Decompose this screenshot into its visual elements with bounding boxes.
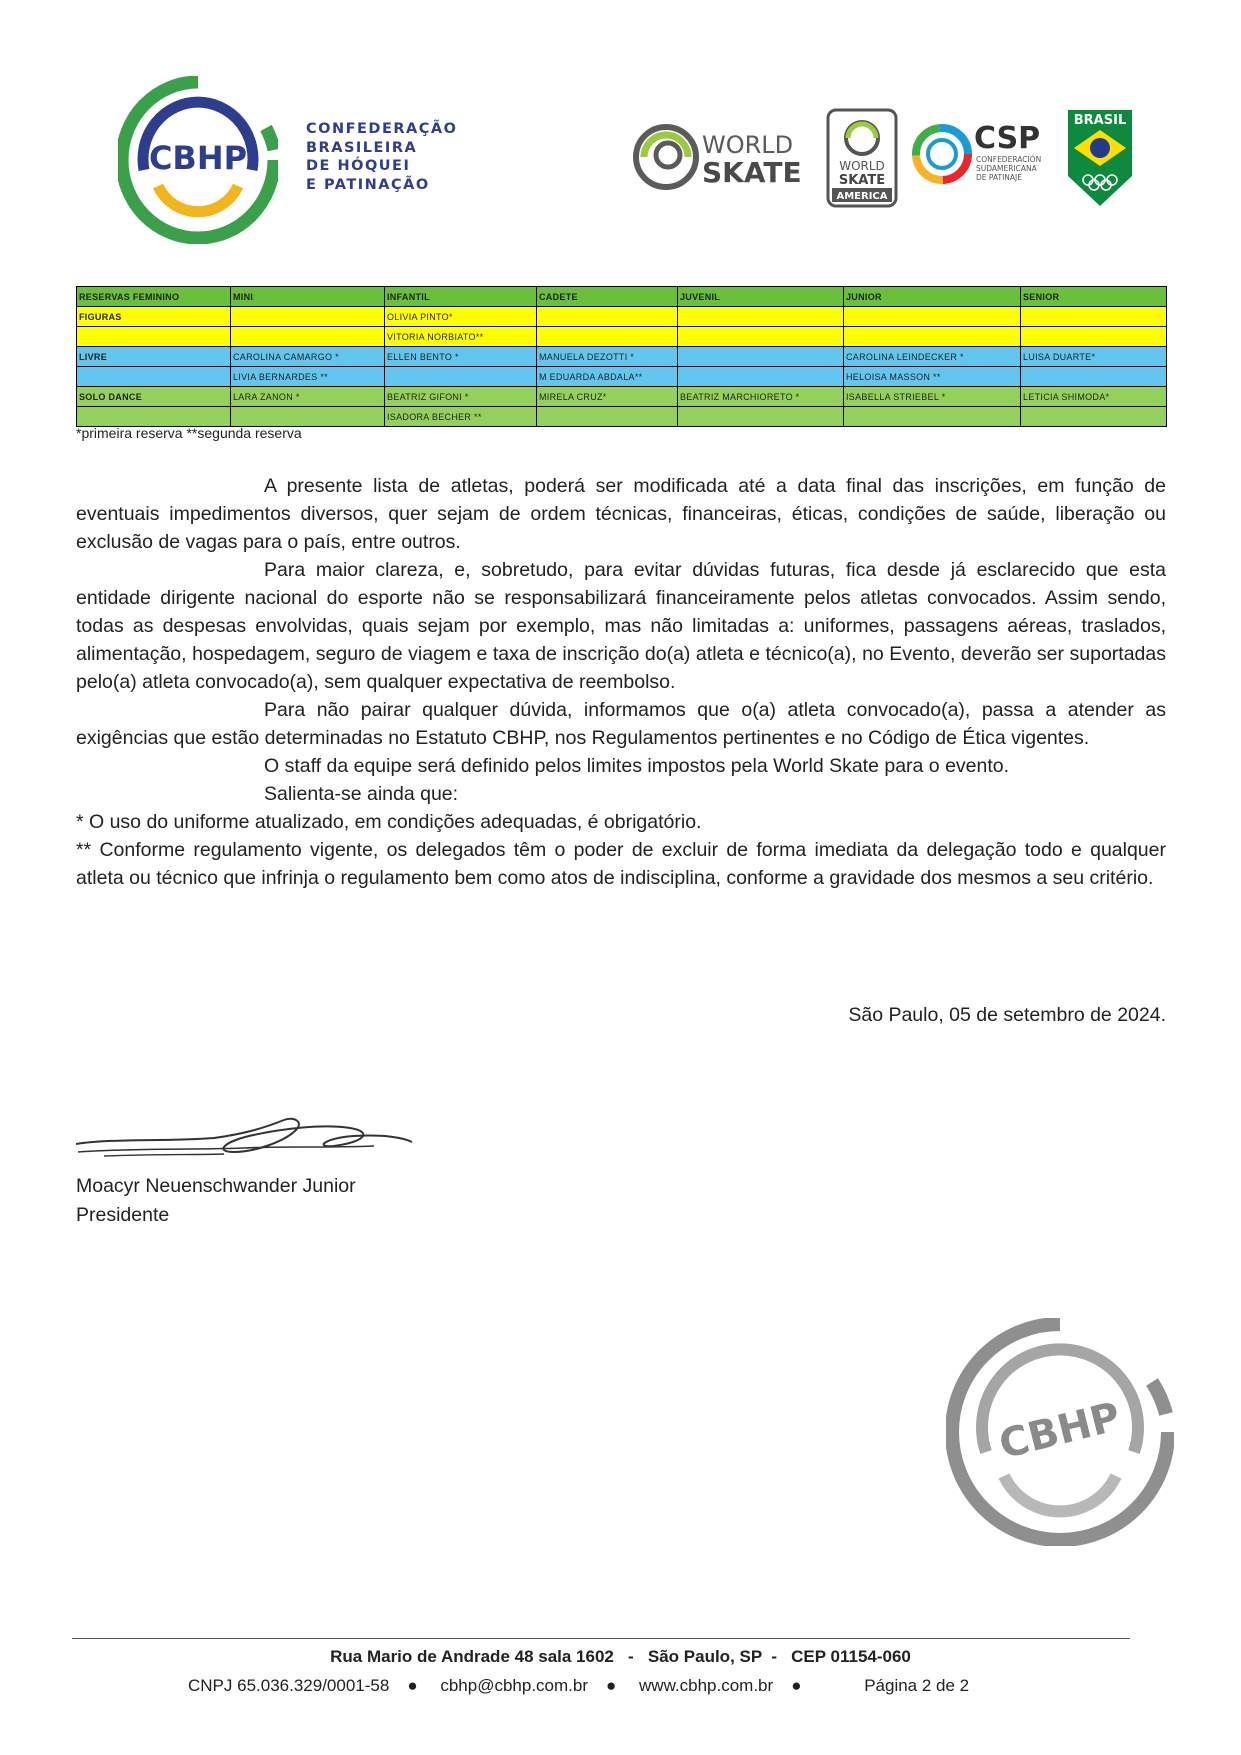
csp-sub: SUDAMERICANA (976, 164, 1037, 173)
table-cell (77, 367, 231, 387)
brasil-olympic-logo (1066, 108, 1134, 208)
table-cell: LETICIA SHIMODA* (1021, 387, 1167, 407)
table-row (77, 347, 1167, 367)
cbhp-logo-text: CBHP (148, 139, 248, 177)
signer-title: Presidente (76, 1204, 170, 1226)
footer-website[interactable]: www.cbhp.com.br (639, 1676, 774, 1695)
signer-name: Moacyr Neuenschwander Junior (76, 1175, 356, 1197)
table-row (77, 367, 1167, 387)
signer-block (76, 1172, 356, 1230)
table-cell: BEATRIZ GIFONI * (385, 387, 537, 407)
table-header-cell: MINI (231, 287, 385, 307)
table-cell (231, 327, 385, 347)
table-cell: OLIVIA PINTO* (385, 307, 537, 327)
paragraph: Salienta-se ainda que: (264, 783, 459, 805)
table-cell: ELLEN BENTO * (385, 347, 537, 367)
table-cell: LIVRE (77, 347, 231, 367)
seal-text: CBHP (994, 1393, 1125, 1469)
reservas-table (76, 286, 1167, 427)
wsa-text: AMERICA (836, 191, 888, 202)
org-name-line: CONFEDERAÇÃO (306, 121, 458, 137)
table-header-cell: SENIOR (1021, 287, 1167, 307)
table-cell (1021, 407, 1167, 427)
table-header-cell: INFANTIL (385, 287, 537, 307)
table-cell: ISABELLA STRIEBEL * (844, 387, 1021, 407)
table-cell (537, 307, 678, 327)
table-cell (678, 307, 844, 327)
table-header-cell: CADETE (537, 287, 678, 307)
table-cell: VITORIA NORBIATO** (385, 327, 537, 347)
table-cell (537, 327, 678, 347)
table-cell: CAROLINA LEINDECKER * (844, 347, 1021, 367)
table-cell: BEATRIZ MARCHIORETO * (678, 387, 844, 407)
cbhp-logo (118, 76, 278, 244)
letter-date: São Paulo, 05 de setembro de 2024. (848, 1004, 1166, 1026)
paragraph: ** Conforme regulamento vigente, os delegados têm o poder de excluir de forma imediata da delegação todo e qualquer atleta ou técnico que infrinja o regulamento bem como atos de indisciplina, conforme a gravidade dos mesmos a seu critério. (76, 839, 1166, 889)
wsa-text: WORLD (839, 159, 885, 173)
table-row (77, 307, 1167, 327)
table-cell (844, 327, 1021, 347)
paragraph: A presente lista de atletas, poderá ser modificada até a data final das inscrições, em função de eventuais impedimentos diversos, quer sejam de ordem técnicas, financeiras, éticas, condições de saúde, liberação ou exclusão de vagas para o país, entre outros. (76, 475, 1166, 553)
table-cell: SOLO DANCE (77, 387, 231, 407)
footer-contacts (188, 1676, 981, 1696)
table-cell (537, 407, 678, 427)
footer-email[interactable]: cbhp@cbhp.com.br (440, 1676, 588, 1695)
table-cell (678, 367, 844, 387)
table-cell (77, 407, 231, 427)
bullet-icon: ● (407, 1676, 418, 1695)
csp-sub: CONFEDERACIÓN (976, 155, 1042, 164)
letter-body (76, 472, 1166, 892)
table-header-cell: RESERVAS FEMININO (77, 287, 231, 307)
bullet-icon: ● (606, 1676, 617, 1695)
table-row (77, 387, 1167, 407)
table-cell: M EDUARDA ABDALA** (537, 367, 678, 387)
org-name (306, 120, 476, 194)
page-number: Página 2 de 2 (864, 1676, 970, 1695)
table-cell (231, 407, 385, 427)
csp-sub: DE PATINAJE (976, 173, 1022, 182)
paragraph: Para maior clareza, e, sobretudo, para evitar dúvidas futuras, fica desde já esclarecido que esta entidade dirigente nacional do esporte não se responsabilizará financeiramente pelos atletas convocados. Assim sendo, todas as despesas envolvidas, quais sejam por exemplo, mas não limitadas a: uniformes, passagens aéreas, traslados, alimentação, hospedagem, seguro de viagem e taxa de inscrição do(a) atleta e técnico(a), no Evento, deverão ser suportadas pelo(a) atleta convocado(a), sem qualquer expectativa de reembolso. (76, 559, 1166, 693)
table-cell: FIGURAS (77, 307, 231, 327)
paragraph: * O uso do uniforme atualizado, em condições adequadas, é obrigatório. (76, 811, 702, 833)
world-skate-text: SKATE (702, 156, 802, 189)
table-cell: MIRELA CRUZ* (537, 387, 678, 407)
cbhp-seal (946, 1318, 1174, 1546)
table-row (77, 407, 1167, 427)
world-skate-text: WORLD (702, 131, 794, 159)
paragraph: Para não pairar qualquer dúvida, informamos que o(a) atleta convocado(a), passa a atender as exigências que estão determinadas no Estatuto CBHP, nos Regulamentos pertinentes e no Código de Ética vigentes. (76, 699, 1166, 749)
table-header-cell: JUNIOR (844, 287, 1021, 307)
org-name-line: E PATINAÇÃO (306, 176, 430, 193)
table-cell (1021, 367, 1167, 387)
table-cell (678, 407, 844, 427)
table-cell (77, 327, 231, 347)
signature (74, 1108, 414, 1170)
csp-logo (912, 114, 1042, 194)
footer-cnpj: CNPJ 65.036.329/0001-58 (188, 1676, 390, 1695)
wsa-text: SKATE (838, 173, 886, 188)
table-cell (678, 347, 844, 367)
table-cell (385, 367, 537, 387)
table-cell (1021, 327, 1167, 347)
table-legend: *primeira reserva **segunda reserva (76, 425, 302, 441)
table-cell (844, 307, 1021, 327)
table-header-cell: JUVENIL (678, 287, 844, 307)
world-skate-logo (630, 120, 810, 194)
table-cell: ISADORA BECHER ** (385, 407, 537, 427)
table-row (77, 327, 1167, 347)
footer-address: Rua Mario de Andrade 48 sala 1602 - São Paulo, SP - CEP 01154-060 (330, 1647, 911, 1666)
brasil-text: BRASIL (1073, 113, 1127, 128)
csp-text: CSP (974, 121, 1041, 156)
bullet-icon: ● (791, 1676, 802, 1695)
table-cell: HELOISA MASSON ** (844, 367, 1021, 387)
table-header-row (77, 287, 1167, 307)
org-name-line: DE HÓQUEI (306, 158, 411, 174)
world-skate-america-logo (826, 108, 898, 208)
table-cell: CAROLINA CAMARGO * (231, 347, 385, 367)
table-cell (678, 327, 844, 347)
table-cell (844, 407, 1021, 427)
footer-divider (72, 1638, 1130, 1639)
table-cell (231, 307, 385, 327)
table-cell: MANUELA DEZOTTI * (537, 347, 678, 367)
paragraph: O staff da equipe será definido pelos limites impostos pela World Skate para o evento. (264, 755, 1010, 777)
table-cell (1021, 307, 1167, 327)
table-cell: LIVIA BERNARDES ** (231, 367, 385, 387)
table-cell: LUISA DUARTE* (1021, 347, 1167, 367)
org-name-line: BRASILEIRA (306, 139, 418, 156)
table-cell: LARA ZANON * (231, 387, 385, 407)
